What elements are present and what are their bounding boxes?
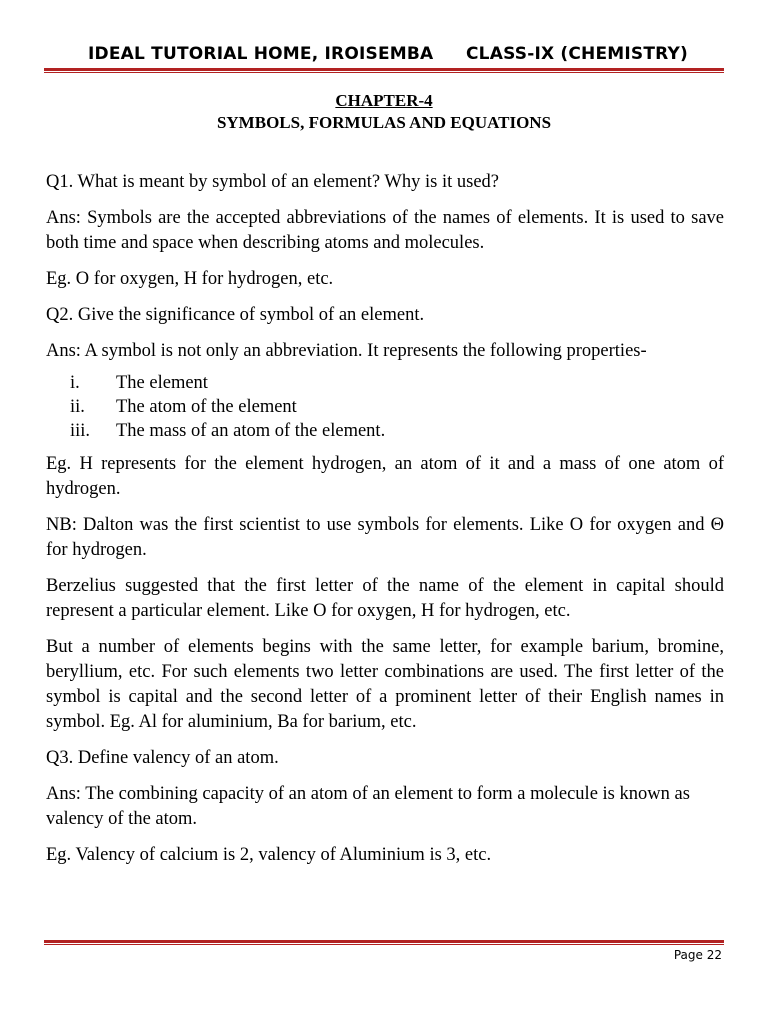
- footer-rule: [44, 940, 724, 943]
- list-item-number: ii.: [70, 397, 85, 417]
- list-item-number: i.: [70, 373, 80, 393]
- document-body: [46, 170, 724, 879]
- header-rule-thin: [44, 72, 724, 73]
- chapter-heading: [44, 90, 724, 134]
- properties-list: [46, 371, 724, 443]
- question-2: Q2. Give the significance of symbol of an element.: [46, 305, 425, 325]
- header-rule: [44, 68, 724, 71]
- list-item-number: iii.: [70, 421, 91, 441]
- answer-3: Ans: The combining capacity of an atom of an element to form a molecule is known as valency of the atom.: [46, 784, 690, 829]
- chapter-title: SYMBOLS, FORMULAS AND EQUATIONS: [216, 113, 552, 132]
- question-1: Q1. What is meant by symbol of an element? Why is it used?: [46, 172, 499, 192]
- note-dalton: NB: Dalton was the first scientist to use symbols for elements. Like O for oxygen and Θ for hydrogen.: [46, 515, 724, 560]
- answer-2-example: Eg. H represents for the element hydrogen, an atom of it and a mass of one atom of hydrogen.: [46, 454, 724, 499]
- paragraph-berzelius: Berzelius suggested that the first letter of the name of the element in capital should represent a particular element. Like O for oxygen, H for hydrogen, etc.: [46, 576, 724, 621]
- paragraph-two-letter: But a number of elements begins with the same letter, for example barium, bromine, beryllium, etc. For such elements two letter combinations are used. The first letter of the symbol is capital and the second letter of a prominent letter of their English names in symbol. Eg. Al for aluminium, Ba for barium, etc.: [46, 637, 724, 732]
- answer-3-example: Eg. Valency of calcium is 2, valency of Aluminium is 3, etc.: [46, 845, 492, 865]
- answer-1-example: Eg. O for oxygen, H for hydrogen, etc.: [46, 269, 334, 289]
- answer-2: Ans: A symbol is not only an abbreviation. It represents the following properties-: [46, 341, 647, 361]
- page-number: Page 22: [673, 948, 722, 962]
- list-item: [46, 371, 724, 395]
- list-item-text: The element: [116, 373, 208, 393]
- footer-rule-thin: [44, 944, 724, 945]
- question-3: Q3. Define valency of an atom.: [46, 748, 279, 768]
- answer-1: Ans: Symbols are the accepted abbreviations of the names of elements. It is used to save both time and space when describing atoms and molecules.: [46, 208, 724, 253]
- list-item: [46, 395, 724, 419]
- class-label: CLASS-IX (CHEMISTRY): [466, 44, 689, 64]
- list-item-text: The atom of the element: [116, 397, 297, 417]
- chapter-number: CHAPTER-4: [335, 91, 433, 110]
- list-item-text: The mass of an atom of the element.: [116, 421, 386, 441]
- list-item: [46, 419, 724, 443]
- school-name: IDEAL TUTORIAL HOME, IROISEMBA: [88, 44, 434, 64]
